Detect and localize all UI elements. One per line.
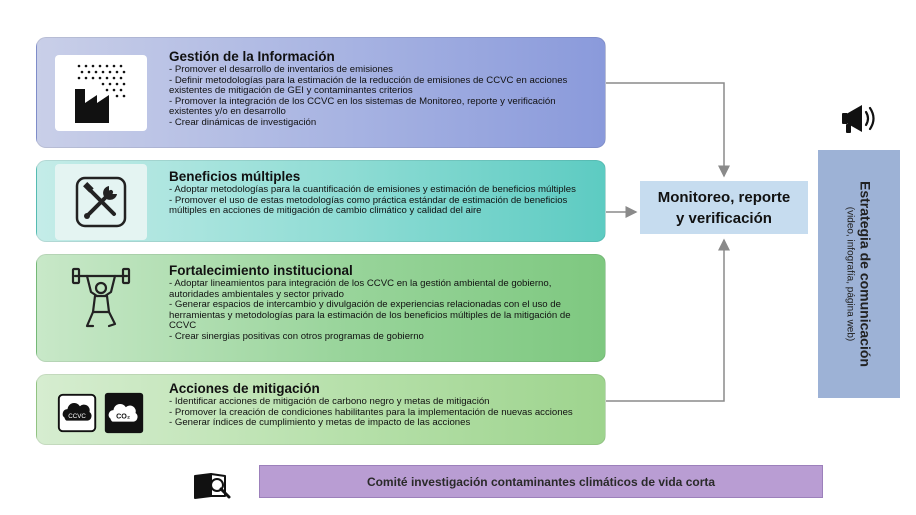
panel-list xyxy=(169,185,597,217)
book-magnifier-icon xyxy=(193,470,233,505)
panel-title: Acciones de mitigación xyxy=(169,381,320,396)
megaphone-icon xyxy=(840,102,880,141)
list-item: - Promover la creación de condiciones habilitantes para la implementación de nuevas acciones xyxy=(169,406,573,418)
ccvc-label: CCVC xyxy=(68,412,86,420)
panel-list xyxy=(169,279,597,343)
strategy-box xyxy=(818,150,900,398)
list-item: - Promover el uso de estas metodologías como práctica estándar de estimación de beneficios múltiples en acciones de mitigación de cambio climático y calidad del aire xyxy=(169,194,568,217)
mrv-line-2: y verificación xyxy=(676,209,772,227)
list-item: - Definir metodologías para la estimación de la reducción de emisiones de CCVC en acciones existentes de mitigación de GEI y contaminantes criterios xyxy=(169,74,568,97)
panel-title: Fortalecimiento institucional xyxy=(169,263,353,278)
strategy-subtitle: (video, infografía, página web) xyxy=(844,206,856,342)
co2-label: CO₂ xyxy=(116,412,131,421)
panel-title: Beneficios múltiples xyxy=(169,169,301,184)
factory-icon xyxy=(55,55,147,131)
ccvc-co2-cloud-icons xyxy=(55,375,147,451)
mrv-line-1: Monitoreo, reporte xyxy=(657,188,791,206)
list-item: - Promover el desarrollo de inventarios de emisiones xyxy=(169,64,393,75)
list-item: - Identificar acciones de mitigación de carbono negro y metas de mitigación xyxy=(169,396,490,407)
list-item: - Generar índices de cumplimiento y metas de impacto de las acciones xyxy=(169,417,471,429)
list-item: - Generar espacios de intercambio y divulgación de experiencias relacionadas con el uso de herramientas y metodologías para la estimación de los beneficios múltiples de la mitigación de CCVC xyxy=(169,299,571,332)
list-item: - Adoptar metodologías para la cuantificación de emisiones y estimación de beneficios múltiples xyxy=(169,184,576,195)
panel-title: Gestión de la Información xyxy=(169,49,335,64)
committee-bar xyxy=(259,465,823,498)
strategy-text xyxy=(844,159,875,389)
list-item: - Crear sinergias positivas con otros programas de gobierno xyxy=(169,330,424,342)
weightlifter-icon xyxy=(55,260,147,336)
list-item: - Adoptar lineamientos para integración de los CCVC en la gestión ambiental de gobierno, autoridades ambientales y sector privado xyxy=(169,278,552,300)
tools-icon xyxy=(55,164,147,240)
panel-list xyxy=(169,65,597,129)
arrow-acciones-to-mrv xyxy=(606,240,724,401)
list-item: - Crear dinámicas de investigación xyxy=(169,116,317,128)
panel-fortalecimiento-institucional xyxy=(36,254,606,362)
committee-label: Comité investigación contaminantes climáticos de vida corta xyxy=(366,474,716,489)
strategy-title: Estrategia de comunicación xyxy=(857,181,874,367)
panel-acciones-mitigacion xyxy=(36,374,606,445)
mrv-box xyxy=(640,181,808,234)
panel-list xyxy=(169,397,597,429)
panel-beneficios-multiples xyxy=(36,160,606,242)
arrow-gestion-to-mrv xyxy=(606,83,724,176)
list-item: - Promover la integración de los CCVC en los sistemas de Monitoreo, reporte y verificación existentes y/o en desarrollo xyxy=(169,95,556,118)
panel-gestion-informacion xyxy=(36,37,606,148)
